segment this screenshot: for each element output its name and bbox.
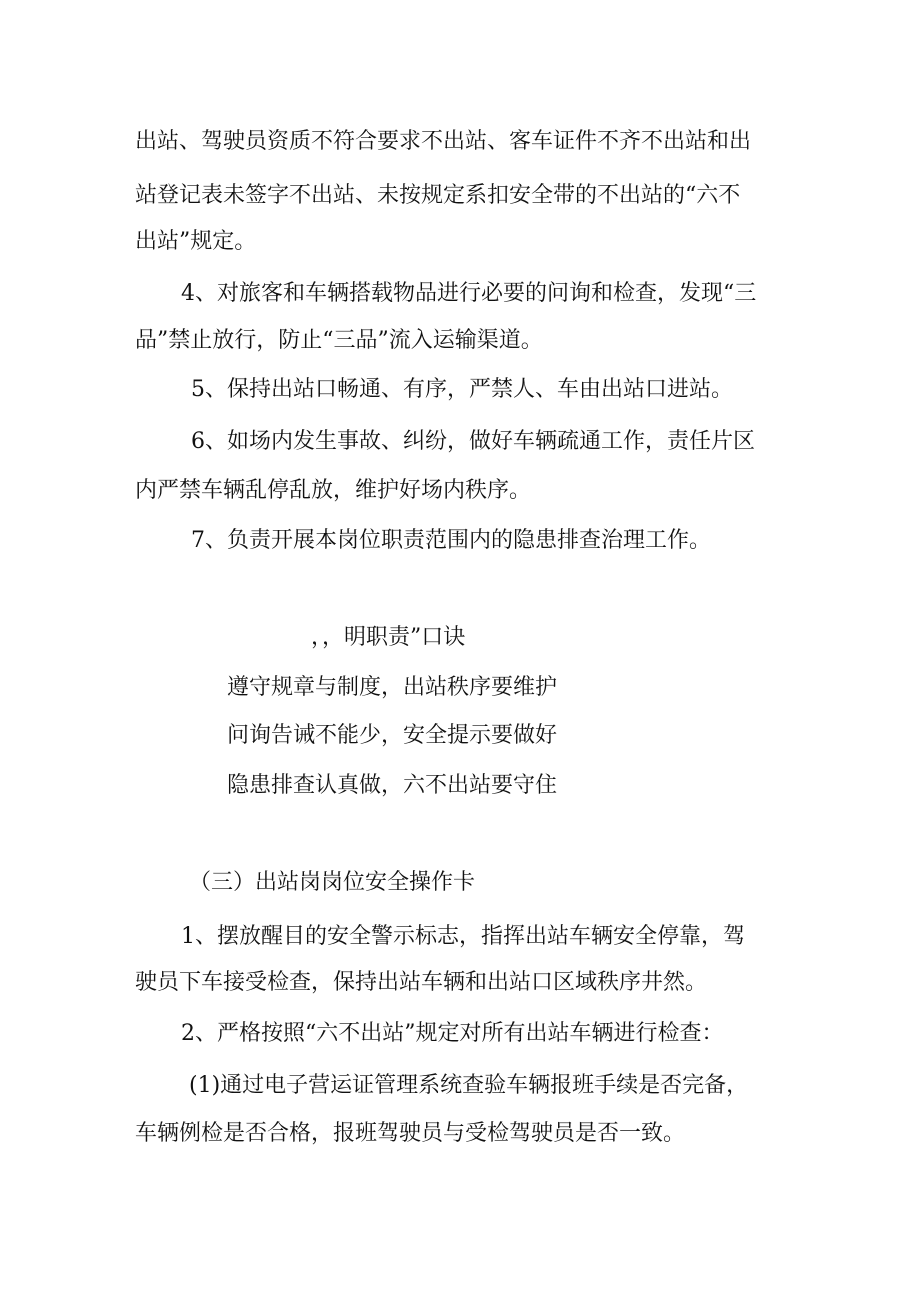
paragraph-line: 出站”规定。 bbox=[135, 229, 257, 254]
paragraph-line: 站登记表未签字不出站、未按规定系扣安全带的不出站的“六不 bbox=[135, 183, 741, 208]
paragraph-line: 2、严格按照“六不出站”规定对所有出站车辆进行检查： bbox=[181, 1021, 724, 1046]
paragraph-line: 1、摆放醒目的安全警示标志，指挥出站车辆安全停靠，驾 bbox=[181, 924, 745, 949]
paragraph-line: (1)通过电子营运证管理系统查验车辆报班手续是否完备， bbox=[189, 1073, 749, 1098]
paragraph-line: 驶员下车接受检查，保持出站车辆和出站口区域秩序井然。 bbox=[135, 970, 708, 995]
paragraph-line: 品”禁止放行，防止“三品”流入运输渠道。 bbox=[135, 328, 543, 353]
paragraph-line: 内严禁车辆乱停乱放，维护好场内秩序。 bbox=[135, 478, 532, 503]
paragraph-line: 出站、驾驶员资质不符合要求不出站、客车证件不齐不出站和出 bbox=[135, 129, 752, 154]
verse-title: ，，明职责”口诀 bbox=[311, 625, 466, 650]
paragraph-line: 5、保持出站口畅通、有序，严禁人、车由出站口进站。 bbox=[191, 377, 733, 402]
paragraph-line: 6、如场内发生事故、纠纷，做好车辆疏通工作，责任片区 bbox=[191, 429, 755, 454]
verse-line: 隐患排查认真做，六不出站要守住 bbox=[227, 773, 558, 798]
paragraph-line: 车辆例检是否合格，报班驾驶员与受检驾驶员是否一致。 bbox=[135, 1121, 686, 1146]
paragraph-line: 4、对旅客和车辆搭载物品进行必要的问询和检查，发现“三 bbox=[181, 281, 757, 306]
verse-line: 遵守规章与制度，出站秩序要维护 bbox=[227, 675, 558, 700]
paragraph-line: 7、负责开展本岗位职责范围内的隐患排查治理工作。 bbox=[191, 528, 711, 553]
verse-line: 问询告诫不能少，安全提示要做好 bbox=[227, 723, 558, 748]
section-heading: （三）出站岗岗位安全操作卡 bbox=[189, 870, 476, 895]
